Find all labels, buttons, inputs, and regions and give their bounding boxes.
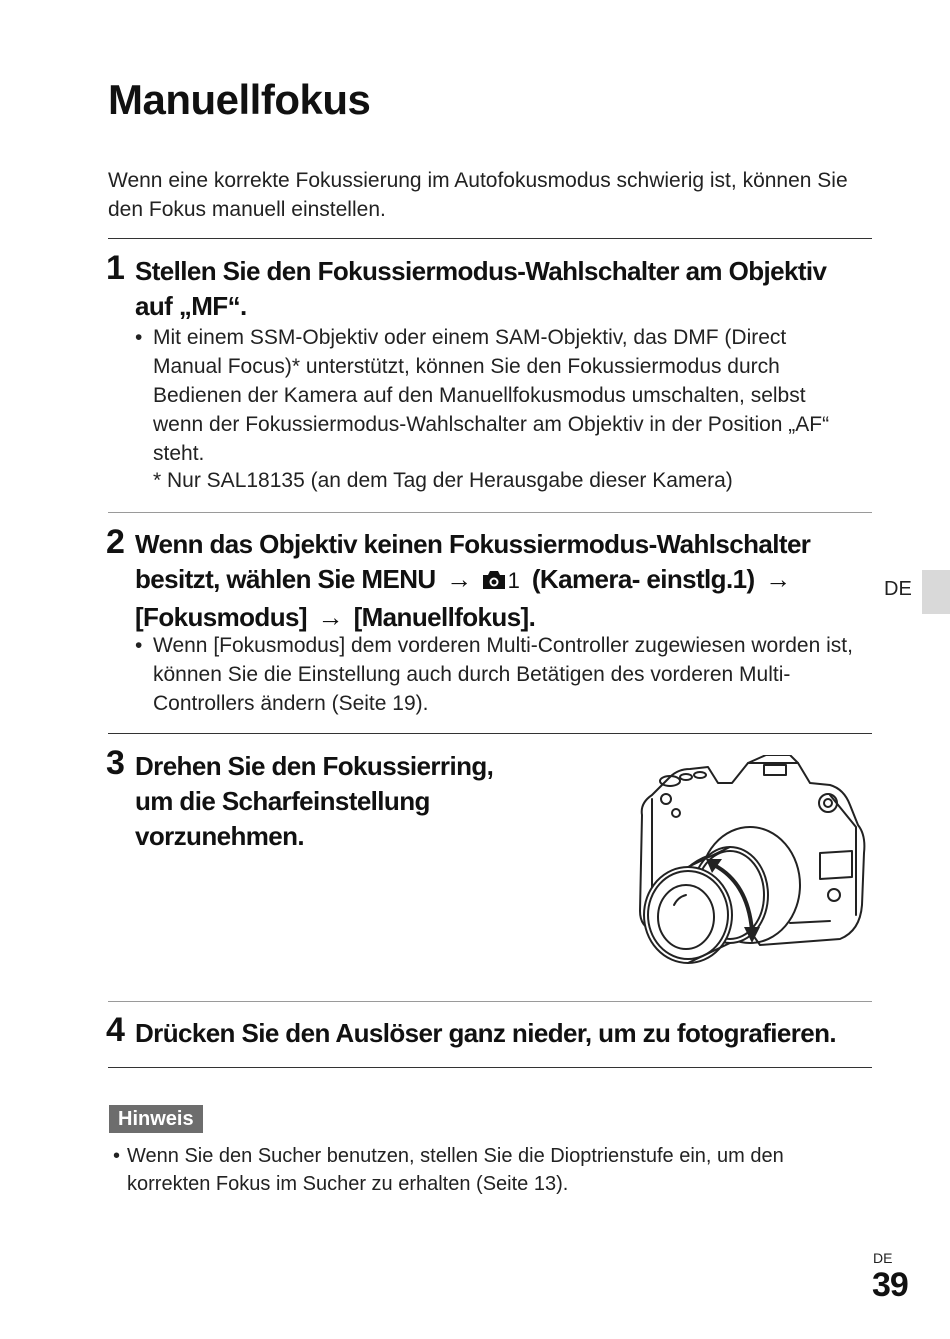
divider	[108, 733, 872, 734]
step-2-number: 2	[106, 523, 125, 561]
step-2-title-part3: [Fokusmodus]	[135, 602, 307, 632]
step-2-bullet-text: Wenn [Fokusmodus] dem vorderen Multi-Controller zugewiesen worden ist, können Sie die Einstellung auch durch Betätigen des vorderen Multi-Controllers ändern (Seite 19).	[153, 634, 853, 715]
hint-badge: Hinweis	[109, 1105, 203, 1133]
page-number: 39	[872, 1266, 908, 1304]
step-1-footnote: * Nur SAL18135 (an dem Tag der Herausgabe dieser Kamera)	[153, 469, 733, 492]
camera-icon	[480, 565, 508, 600]
language-tab-label: DE	[884, 578, 912, 600]
hint-note	[113, 1142, 853, 1198]
arrow-icon: →	[765, 564, 791, 594]
step-2-bullet	[135, 631, 855, 718]
language-tab	[922, 570, 950, 614]
divider	[108, 1001, 872, 1002]
arrow-icon: →	[446, 564, 472, 594]
intro-text: Wenn eine korrekte Fokussierung im Autofokusmodus schwierig ist, können Sie den Fokus manuell einstellen.	[108, 169, 848, 221]
step-3-number: 3	[106, 744, 125, 782]
arrow-icon: →	[317, 602, 343, 632]
step-1-title: Stellen Sie den Fokussiermodus-Wahlschalter am Objektiv auf „MF“.	[135, 256, 827, 321]
hint-text: Wenn Sie den Sucher benutzen, stellen Sie die Dioptrienstufe ein, um den korrekten Fokus im Sucher zu erhalten (Seite 13).	[127, 1145, 784, 1195]
page-title: Manuellfokus	[108, 76, 371, 123]
camera-subscript: 1	[507, 568, 520, 593]
step-1-bullet-text: Mit einem SSM-Objektiv oder einem SAM-Objektiv, das DMF (Direct Manual Focus)* unterstützt, können Sie den Fokussiermodus durch Bedienen der Kamera auf den Manuellfokusmodus umschalten, selbst wenn der Fokussiermodus-Wahlschalter am Objektiv in der Position „AF“ steht.	[153, 326, 830, 465]
step-2-title-part1: Wenn das Objektiv keinen Fokussiermodus-Wahlschalter besitzt, wählen Sie MENU	[135, 529, 811, 594]
divider	[108, 1067, 872, 1068]
step-3-title: Drehen Sie den Fokussierring, um die Scharfeinstellung vorzunehmen.	[135, 751, 494, 851]
bullet-marker: •	[135, 634, 143, 657]
step-2-title	[135, 527, 870, 635]
step-1-number: 1	[106, 249, 125, 287]
bullet-marker: •	[113, 1145, 121, 1167]
step-2-title-part2: (Kamera- einstlg.1)	[531, 564, 755, 594]
step-2-title-part4: [Manuellfokus].	[353, 602, 536, 632]
camera-illustration	[630, 755, 870, 975]
divider	[108, 238, 872, 239]
divider	[108, 512, 872, 513]
step-1-bullet	[135, 323, 855, 468]
step-4-title: Drücken Sie den Auslöser ganz nieder, um zu fotografieren.	[135, 1018, 837, 1048]
step-4-number: 4	[106, 1011, 125, 1049]
footer-language: DE	[873, 1250, 893, 1266]
bullet-marker: •	[135, 326, 143, 349]
